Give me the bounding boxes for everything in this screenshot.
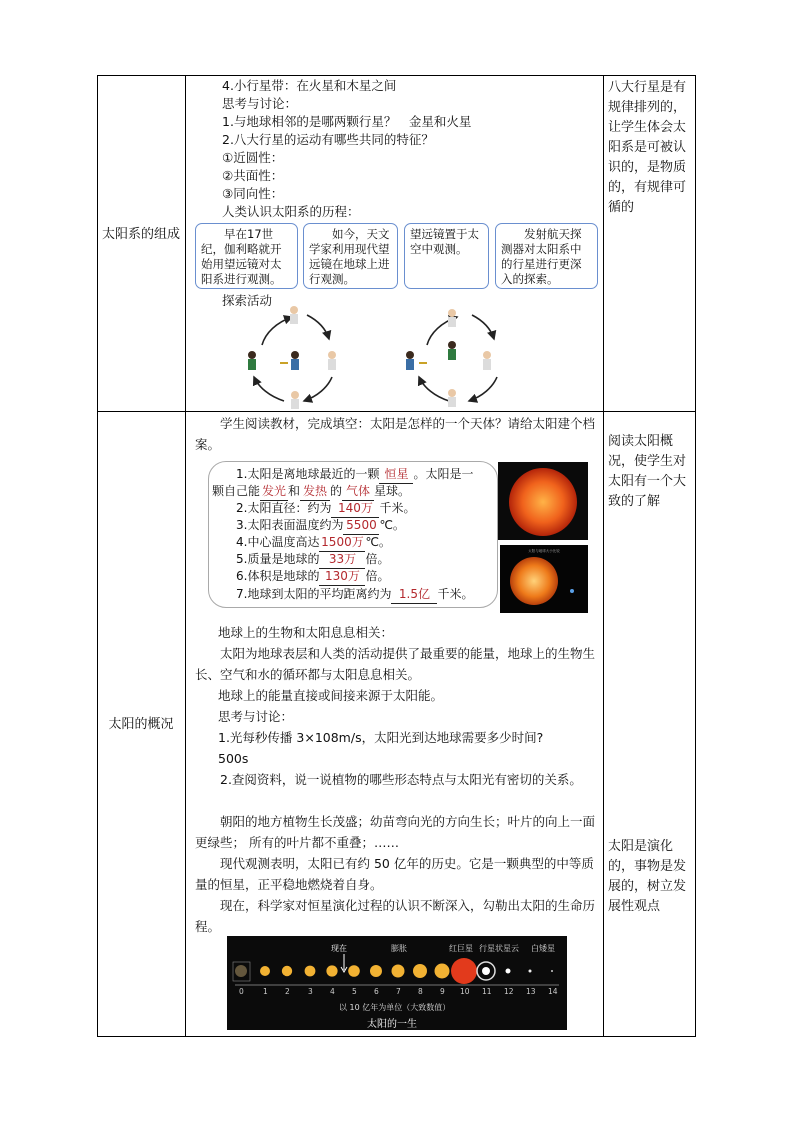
orbit-diagram-right [406,309,497,407]
paragraph: 太阳为地球表层和人类的活动提供了最重要的能量，地球上的生物生长、空气和水的循环都与太阳息息相关。 [195,646,596,682]
tick-label: 0 [239,987,244,996]
paragraph: 1.光每秒传播 3×108m/s，太阳光到达地球需要多少时间? [218,730,544,745]
red-giant [451,958,477,984]
label-expand: 膨胀 [391,944,407,953]
column-divider [603,76,604,1036]
tick-label: 5 [352,987,357,996]
text-line: 思考与讨论： [222,96,298,111]
tick-label: 2 [285,987,290,996]
fact-7: 7.地球到太阳的平均距离约为 1.5亿 千米。 [236,586,473,604]
fact-6: 6.体积是地球的 130万 倍。 [236,568,389,586]
exploration-activity-figure [232,305,502,410]
paragraph: 地球上的生物和太阳息息相关： [218,625,394,640]
tick-label: 3 [308,987,313,996]
white-dwarf [506,969,511,974]
fact-5: 5.质量是地球的 33万 倍。 [236,551,389,569]
fact-1: 1.太阳是离地球最近的一颗 恒星 。太阳是一 [236,466,473,484]
tick-label: 6 [374,987,379,996]
paragraph: 现代观测表明，太阳已有约 50 亿年的历史。它是一颗典型的中等质量的恒星，正平稳地燃烧着自身。 [195,856,594,892]
teaching-note-1: 八大行星是有规律排列的，让学生体会太阳系是可被认识的，是物质的，有规律可循的 [608,80,687,215]
tick-label: 10 [460,987,470,996]
sun-earth-comparison [500,545,588,613]
label-now: 现在 [331,944,347,953]
sun-photo [498,462,588,540]
fact-2: 2.太阳直径：约为 140万 千米。 [236,500,415,518]
fact-4: 4.中心温度高达 1500万 ℃。 [236,534,391,552]
sun-lifecycle-timeline [227,936,567,1030]
history-bubble-3: 望远镜置于太空中观测。 [404,223,489,289]
text-line: 4.小行星带：在火星和木星之间 [222,78,397,93]
tick-label: 12 [504,987,514,996]
paragraph: 500s [218,751,249,766]
history-bubble-1: 早在17世纪，伽利略就开始用望远镜对太阳系进行观测。 [195,223,298,289]
paragraph: 朝阳的地方植物生长茂盛；幼苗弯向光的方向生长；叶片的向上一面更绿些； 所有的叶片都不重叠；…… [195,814,596,850]
tick-label: 13 [526,987,536,996]
image-caption: 太阳与地球大小比较 [528,549,560,553]
tick-label: 11 [482,987,492,996]
timeline-unit: 以 10 亿年为单位（大致数值） [339,1003,451,1012]
tick-label: 4 [330,987,335,996]
tick-label: 9 [440,987,445,996]
paragraph: 地球上的能量直接或间接来源于太阳能。 [218,688,444,703]
row-label-solar-system: 太阳系的组成 [101,227,180,242]
tick-label: 8 [418,987,423,996]
activity-label: 探索活动 [222,293,273,308]
main-sequence-suns [260,964,450,979]
label-nebula: 行星状星云 [479,944,519,953]
teaching-note-2: 阅读太阳概况，使学生对太阳有一个大致的了解 [608,434,687,509]
tick-label: 14 [548,987,558,996]
history-bubble-4: 发射航天探测器对太阳系中的行星进行更深入的探索。 [495,223,598,289]
text-line: ①近圆性： [222,150,284,165]
tick-label: 1 [263,987,268,996]
text-line: 2.八大行星的运动有哪些共同的特征？ [222,132,434,147]
text-line: ③同向性： [222,186,284,201]
fact-1-cont: 颗自己能 发光 和 发热 的 气体 星球。 [212,483,410,501]
intro-text: 学生阅读教材，完成填空：太阳是怎样的一个天体？请给太阳建个档案。 [195,416,596,452]
teaching-note-3: 太阳是演化的，事物是发展的，树立发展性观点 [608,839,687,914]
orbit-diagram-left [248,306,336,409]
fact-3: 3.太阳表面温度约为 5500 ℃。 [236,517,405,535]
label-white-dwarf: 白矮星 [531,944,555,953]
history-bubble-2: 如今，天文学家利用现代望远镜在地球上进行观测。 [303,223,398,289]
tick-label: 7 [396,987,401,996]
text-line: ②共面性： [222,168,284,183]
column-divider [185,76,186,1036]
text-line: 人类认识太阳系的历程： [222,204,360,219]
timeline-caption: 太阳的一生 [367,1019,417,1030]
row-label-sun-overview: 太阳的概况 [108,717,174,732]
protostar [235,965,247,977]
row-divider [98,411,695,412]
paragraph: 思考与讨论： [218,709,294,724]
paragraph: 2.查阅资料，说一说植物的哪些形态特点与太阳光有密切的关系。 [220,772,582,787]
paragraph: 现在，科学家对恒星演化过程的认识不断深入，勾勒出太阳的生命历程。 [195,898,596,934]
label-red-giant: 红巨星 [449,944,473,953]
text-line: 1.与地球相邻的是哪两颗行星？ 金星和火星 [222,114,472,129]
